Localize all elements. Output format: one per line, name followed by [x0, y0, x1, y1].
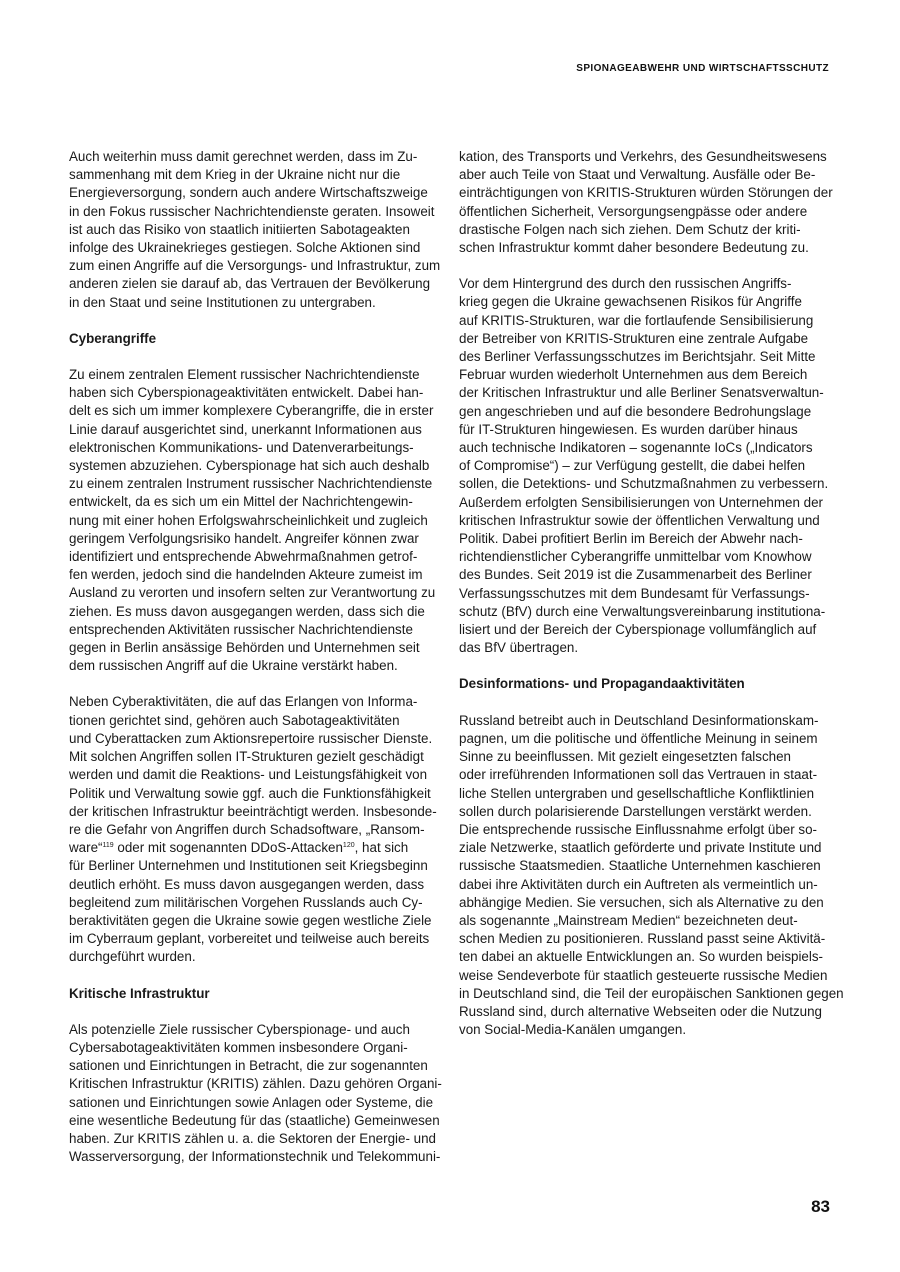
text-line: dabei ihre Aktivitäten durch ein Auftreten als vermeintlich un-: [459, 876, 818, 892]
text-line: Neben Cyberaktivitäten, die auf das Erlangen von Informa-: [69, 694, 418, 710]
text-line: russische Staatsmedien. Staatliche Unternehmen kaschieren: [459, 858, 821, 874]
text-line: auf KRITIS-Strukturen, war die fortlaufende Sensibilisierung: [459, 312, 814, 328]
text-line: liche Stellen untergraben und gesellschaftliche Konfliktlinien: [459, 785, 815, 801]
text-line: der Betreiber von KRITIS-Strukturen eine zentrale Aufgabe: [459, 330, 809, 346]
text-line: Die entsprechende russische Einflussnahme erfolgt über so-: [459, 821, 818, 837]
paragraph: [459, 712, 844, 1040]
text-line: für IT-Strukturen hingewiesen. Es wurden darüber hinaus: [459, 421, 798, 437]
text-line: in den Staat und seine Institutionen zu untergraben.: [69, 294, 376, 310]
text-line: für Berliner Unternehmen und Institutionen seit Kriegsbeginn: [69, 858, 428, 874]
text-line: Politik. Dabei profitiert Berlin im Bereich der Abwehr nach-: [459, 531, 803, 547]
page-number: 83: [811, 1197, 830, 1216]
text-line: entsprechenden Aktivitäten russischer Nachrichtendienste: [69, 621, 413, 637]
text-line: ist auch das Risiko von staatlich initiierten Sabotageakten: [69, 221, 410, 237]
text-line: in den Fokus russischer Nachrichtendienste geraten. Insoweit: [69, 203, 435, 219]
text-line: pagnen, um die politische und öffentliche Meinung in seinem: [459, 730, 818, 746]
text-line: of Compromise“) – zur Verfügung gestellt, die dabei helfen: [459, 458, 806, 474]
text-line: Sinne zu beeinflussen. Mit gezielt eingesetzten falschen: [459, 749, 791, 765]
text-line: ziehen. Es muss davon ausgegangen werden, dass sich die: [69, 603, 425, 619]
text-line: abhängige Medien. Sie versuchen, sich als Alternative zu den: [459, 894, 824, 910]
paragraph: [69, 366, 441, 675]
text-line: haben sich Cyberspionageaktivitäten entwickelt. Dabei han-: [69, 385, 424, 401]
text-line: durchgeführt wurden.: [69, 949, 196, 965]
text-line: Februar wurden wiederholt Unternehmen aus dem Bereich: [459, 367, 808, 383]
text-line: nung mit einer hohen Erfolgswahrscheinlichkeit und zugleich: [69, 512, 428, 528]
text-line: Politik und Verwaltung sowie ggf. auch die Funktionsfähigkeit: [69, 785, 431, 801]
text-line: der Kritischen Infrastruktur und alle Berliner Senatsverwaltun-: [459, 385, 824, 401]
text-line: identifiziert und entsprechende Abwehrmaßnahmen getrof-: [69, 549, 418, 565]
footnote-line: ware“$^{119}$ oder mit sogenannten DDoS-Attacken$^{120}$, hat sich: [69, 840, 409, 856]
paragraph-lines: [69, 693, 441, 839]
text-line: und Cyberattacken zum Aktionsrepertoire russischer Dienste.: [69, 730, 433, 746]
text-line: systemen abzuziehen. Cyberspionage hat sich auch deshalb: [69, 458, 430, 474]
text-line: der kritischen Infrastruktur beeinträchtigt werden. Insbesonde-: [69, 803, 437, 819]
text-line: infolge des Ukrainekrieges gestiegen. Solche Aktionen sind: [69, 240, 421, 256]
text-line: sammenhang mit dem Krieg in der Ukraine nicht nur die: [69, 167, 401, 183]
text-line: Russland sind, durch alternative Webseiten oder die Nutzung: [459, 1003, 822, 1019]
text-line: anderen zielen sie darauf ab, das Vertrauen der Bevölkerung: [69, 276, 431, 292]
text-line: oder irreführenden Informationen soll das Vertrauen in staat-: [459, 767, 818, 783]
text-line: eine wesentliche Bedeutung für das (staatliche) Gemeinwesen: [69, 1112, 440, 1128]
text-line: geringem Verfolgungsrisiko handelt. Angreifer können zwar: [69, 530, 419, 546]
text-line: zum einen Angriffe auf die Versorgungs- und Infrastruktur, zum: [69, 258, 441, 274]
text-line: des Bundes. Seit 2019 ist die Zusammenarbeit des Berliner: [459, 567, 812, 583]
text-line: deutlich erhöht. Es muss davon ausgegangen werden, dass: [69, 876, 425, 892]
text-line: im Cyberraum geplant, vorbereitet und teilweise auch bereits: [69, 931, 430, 947]
section-heading-cyberangriffe: Cyberangriffe: [69, 330, 157, 346]
text-line: ten dabei an aktuelle Entwicklungen an. So wurden beispiels-: [459, 949, 824, 965]
text-line: kritischen Infrastruktur sowie der öffentlichen Verwaltung und: [459, 512, 820, 528]
text-line: Cybersabotageaktivitäten kommen insbesondere Organi-: [69, 1039, 408, 1055]
text-line: in Deutschland sind, die Teil der europäischen Sanktionen gegen: [459, 985, 844, 1001]
text-line: ziale Netzwerke, staatlich geförderte und private Institute und: [459, 840, 822, 856]
paragraph: [459, 148, 831, 257]
text-line: lisiert und der Bereich der Cyberspionage vollumfänglich auf: [459, 622, 817, 638]
text-line: einträchtigungen von KRITIS-Strukturen würden Störungen der: [459, 185, 833, 201]
text-line: entwickelt, da es sich um ein Mittel der Nachrichtengewin-: [69, 494, 413, 510]
text-line: aber auch Teile von Staat und Verwaltung. Ausfälle oder Be-: [459, 167, 816, 183]
text-line: Kritischen Infrastruktur (KRITIS) zählen. Dazu gehören Organi-: [69, 1076, 442, 1092]
footnote-ref-119[interactable]: 119: [102, 842, 114, 850]
text-line: dem russischen Angriff auf die Ukraine verstärkt haben.: [69, 658, 398, 674]
text-line: Russland betreibt auch in Deutschland Desinformationskam-: [459, 712, 819, 728]
text-line: Vor dem Hintergrund des durch den russischen Angriffs-: [459, 276, 792, 292]
text-line: Außerdem erfolgten Sensibilisierungen von Unternehmen der: [459, 494, 823, 510]
text-line: fen werden, jedoch sind die handelnden Akteure zumeist im: [69, 567, 423, 583]
text-line: Linie darauf ausgerichtet sind, unerkannt Informationen aus: [69, 421, 422, 437]
text-line: re die Gefahr von Angriffen durch Schadsoftware, „Ransom-: [69, 821, 425, 837]
text-line: schen Infrastruktur kommt daher besondere Bedeutung zu.: [459, 240, 809, 256]
text-line: das BfV übertragen.: [459, 640, 579, 656]
text-line: als sogenannte „Mainstream Medien“ bezeichneten deut-: [459, 912, 798, 928]
paragraph: [459, 275, 831, 657]
text-line: delt es sich um immer komplexere Cyberangriffe, die in erster: [69, 403, 434, 419]
footnote-ref-120[interactable]: 120: [342, 842, 355, 850]
text-line: krieg gegen die Ukraine gewachsenen Risikos für Angriffe: [459, 294, 802, 310]
text-line: auch technische Indikatoren – sogenannte IoCs („Indicators: [459, 440, 813, 456]
running-header: SPIONAGEABWEHR UND WIRTSCHAFTSSCHUTZ: [576, 63, 829, 74]
text-line: haben. Zur KRITIS zählen u. a. die Sektoren der Energie- und: [69, 1130, 436, 1146]
text-line: begleitend zum militärischen Vorgehen Russlands auch Cy-: [69, 894, 423, 910]
text-line: kation, des Transports und Verkehrs, des Gesundheitswesens: [459, 149, 827, 164]
text-line: tionen gerichtet sind, gehören auch Sabotageaktivitäten: [69, 712, 400, 728]
text-line: von Social-Media-Kanälen umgangen.: [459, 1022, 687, 1038]
text-line: sationen und Einrichtungen sowie Anlagen oder Systeme, die: [69, 1094, 434, 1110]
text-line: Energieversorgung, sondern auch andere Wirtschaftszweige: [69, 185, 428, 201]
text-line: drastische Folgen nach sich ziehen. Dem Schutz der kriti-: [459, 221, 801, 237]
text-line: weise Sendeverbote für staatlich gesteuerte russische Medien: [459, 967, 828, 983]
text-line: gegen in Berlin ansässige Behörden und Unternehmen seit: [69, 640, 420, 656]
text-line: schutz (BfV) durch eine Verwaltungsvereinbarung institutiona-: [459, 603, 826, 619]
text-line: schen Medien zu positionieren. Russland passt seine Aktivitä-: [459, 931, 826, 947]
text-line: Als potenzielle Ziele russischer Cyberspionage- und auch: [69, 1021, 410, 1037]
text-line: sollen durch polarisierende Darstellungen verstärkt werden.: [459, 803, 812, 819]
text-line: gen angeschrieben und auf die besondere Bedrohungslage: [459, 403, 812, 419]
text-line: Wasserversorgung, der Informationstechnik und Telekommuni-: [69, 1149, 441, 1165]
section-heading-kritische-infrastruktur: Kritische Infrastruktur: [69, 985, 210, 1001]
text-line: sollen, die Detektions- und Schutzmaßnahmen zu verbessern.: [459, 476, 829, 492]
paragraph: [69, 693, 441, 966]
text-line: werden und damit die Reaktions- und Leistungsfähigkeit von: [69, 767, 428, 783]
text-line: Auch weiterhin muss damit gerechnet werden, dass im Zu-: [69, 149, 418, 164]
text-line: richtendienstlicher Cyberangriffe unmittelbar vom Knowhow: [459, 549, 812, 565]
right-column: [459, 148, 844, 1057]
text-line: Zu einem zentralen Element russischer Nachrichtendienste: [69, 367, 420, 383]
text-line: öffentlichen Sicherheit, Versorgungsengpässe oder andere: [459, 203, 808, 219]
text-line: Verfassungsschutzes mit dem Bundesamt für Verfassungs-: [459, 585, 810, 601]
text-line: Mit solchen Angriffen sollen IT-Strukturen gezielt geschädigt: [69, 749, 424, 765]
paragraph: [69, 1021, 441, 1167]
text-line: elektronischen Kommunikations- und Datenverarbeitungs-: [69, 439, 414, 455]
text-line: sationen und Einrichtungen in Betracht, die zur sogenannten: [69, 1058, 428, 1074]
text-line: des Berliner Verfassungsschutzes im Berichtsjahr. Seit Mitte: [459, 349, 816, 365]
left-column: [69, 148, 441, 1184]
paragraph: [69, 148, 441, 312]
text-line: Ausland zu verorten und insofern selten zur Verantwortung zu: [69, 585, 436, 601]
paragraph-lines: [69, 857, 441, 966]
text-line: zu einem zentralen Instrument russischer Nachrichtendienste: [69, 476, 433, 492]
text-line: beraktivitäten gegen die Ukraine sowie gegen westliche Ziele: [69, 912, 432, 928]
section-heading-desinformation: Desinformations- und Propagandaaktivitäten: [459, 676, 745, 692]
